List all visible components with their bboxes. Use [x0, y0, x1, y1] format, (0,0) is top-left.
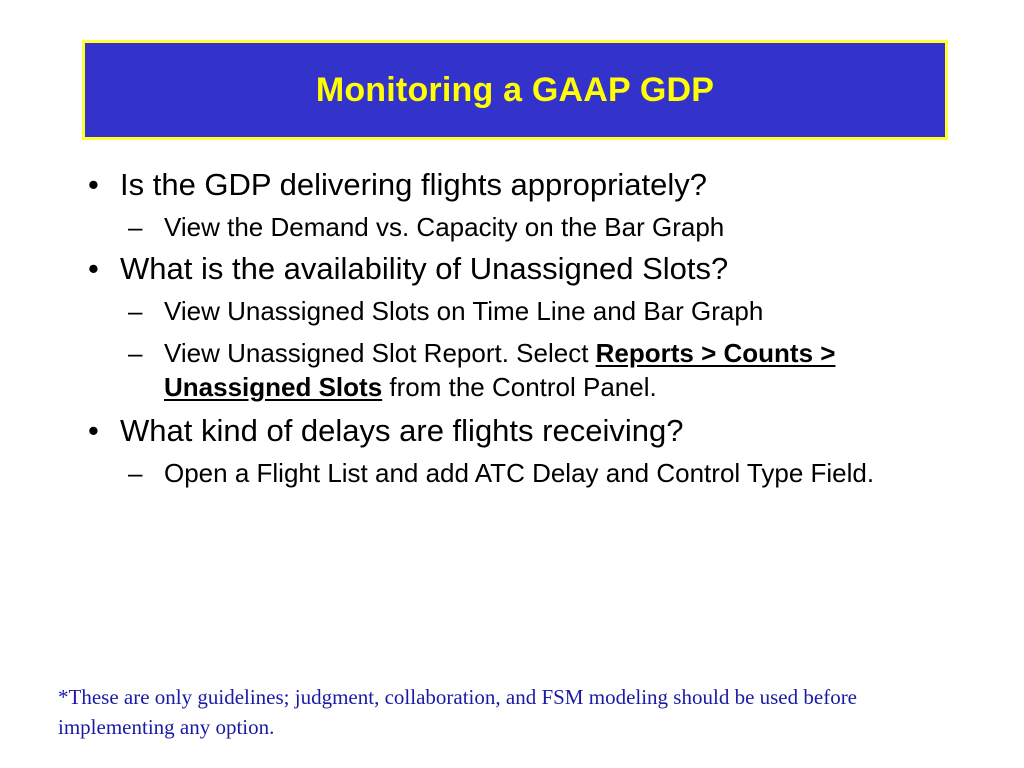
bullet-item — [80, 166, 960, 204]
sub-bullet-prefix: View Unassigned Slot Report. Select — [164, 338, 596, 368]
sub-bullet-suffix: from the Control Panel. — [382, 372, 657, 402]
bullet-item — [80, 250, 960, 288]
dash-marker: – — [128, 338, 143, 368]
sub-bullet-text: Open a Flight List and add ATC Delay and Control Type Field. — [164, 458, 875, 488]
dash-marker: – — [128, 458, 143, 488]
bullet-text: Is the GDP delivering flights appropriately? — [120, 167, 708, 202]
bullet-text: What is the availability of Unassigned Slots? — [120, 251, 729, 286]
sub-bullet-item — [80, 456, 960, 490]
sub-bullet-text: View the Demand vs. Capacity on the Bar Graph — [164, 212, 725, 242]
dash-marker: – — [128, 296, 143, 326]
bullet-marker: • — [88, 167, 99, 202]
slide-title: Monitoring a GAAP GDP — [315, 70, 715, 109]
bullet-item — [80, 412, 960, 450]
sub-bullet-text: View Unassigned Slots on Time Line and Bar Graph — [164, 296, 764, 326]
bullet-marker: • — [88, 413, 99, 448]
dash-marker: – — [128, 212, 143, 242]
bullet-marker: • — [88, 251, 99, 286]
sub-bullet-item — [80, 210, 960, 244]
sub-bullet-item — [80, 336, 960, 404]
title-banner — [82, 40, 948, 140]
sub-bullet-item — [80, 294, 960, 328]
bullet-text: What kind of delays are flights receiving? — [120, 413, 684, 448]
slide-body — [80, 166, 960, 496]
footnote: *These are only guidelines; judgment, collaboration, and FSM modeling should be used before implementing any option. — [58, 685, 858, 739]
reports-menu-path-link[interactable]: Reports > Counts > Unassigned Slots — [164, 338, 836, 402]
